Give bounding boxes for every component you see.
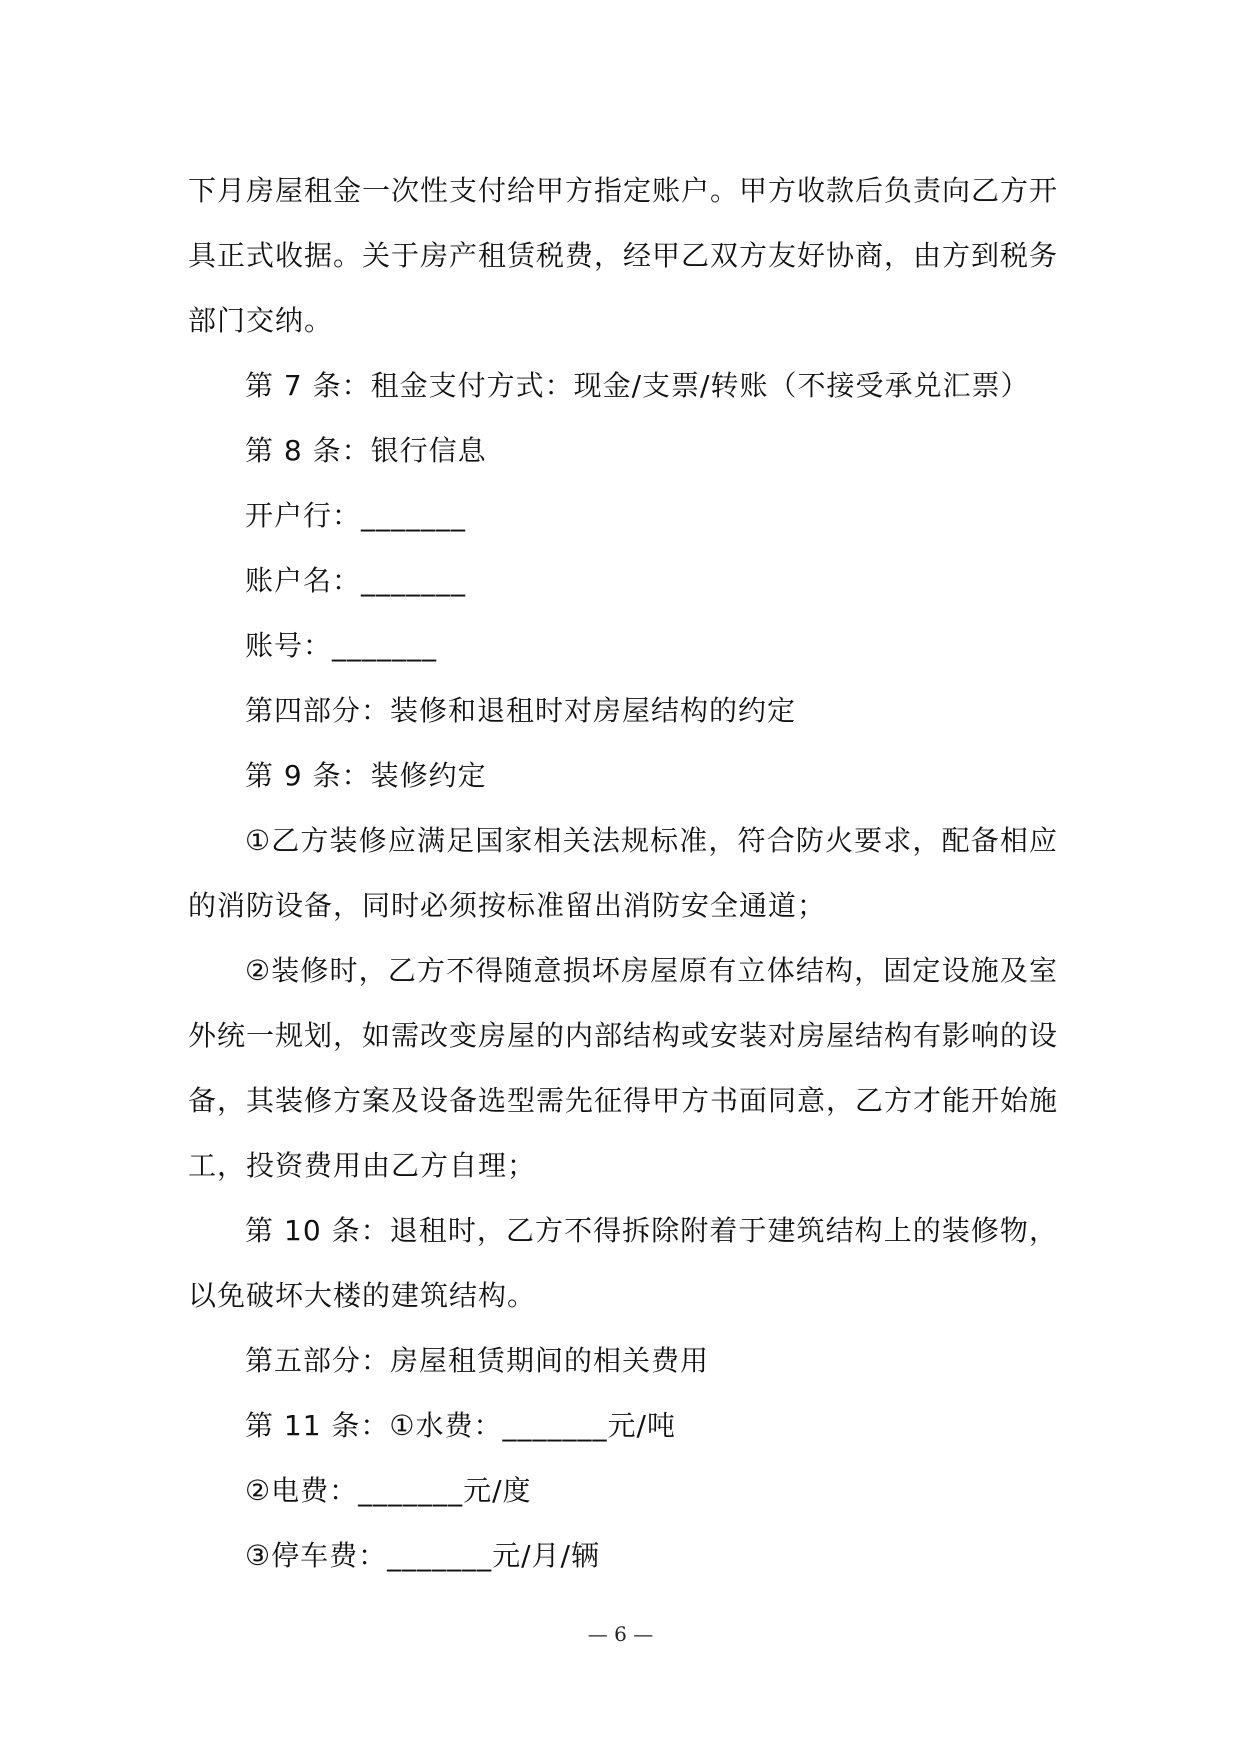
page-number: — 6 — bbox=[587, 1622, 654, 1646]
document-body bbox=[188, 158, 1058, 1588]
clause-11-water-fee: 第 11 条：①水费：_______元/吨 bbox=[245, 1409, 676, 1442]
electricity-fee: ②电费：_______元/度 bbox=[245, 1474, 532, 1507]
part-4-heading: 第四部分：装修和退租时对房屋结构的约定 bbox=[245, 694, 797, 727]
renovation-item-1: ①乙方装修应满足国家相关法规标准，符合防火要求，配备相应的消防设备，同时必须按标准留出消防安全通道； bbox=[188, 824, 1058, 922]
clause-7-payment-method: 第 7 条：租金支付方式：现金/支票/转账（不接受承兑汇票） bbox=[245, 369, 1030, 402]
parking-fee: ③停车费：_______元/月/辆 bbox=[245, 1539, 600, 1572]
account-name-field: 账户名：_______ bbox=[245, 564, 467, 597]
clause-8-bank-info: 第 8 条：银行信息 bbox=[245, 434, 487, 467]
clause-10-move-out: 第 10 条：退租时，乙方不得拆除附着于建筑结构上的装修物，以免破坏大楼的建筑结构。 bbox=[188, 1214, 1058, 1312]
part-5-heading: 第五部分：房屋租赁期间的相关费用 bbox=[245, 1344, 710, 1377]
paragraph-rent-payment-continuation: 下月房屋租金一次性支付给甲方指定账户。甲方收款后负责向乙方开具正式收据。关于房产租赁税费，经甲乙双方友好协商，由方到税务部门交纳。 bbox=[188, 174, 1059, 337]
clause-9-renovation: 第 9 条：装修约定 bbox=[245, 759, 487, 792]
renovation-item-2: ②装修时，乙方不得随意损坏房屋原有立体结构，固定设施及室外统一规划，如需改变房屋的内部结构或安装对房屋结构有影响的设备，其装修方案及设备选型需先征得甲方书面同意，乙方才能开始施工，投资费用由乙方自理； bbox=[188, 954, 1059, 1182]
account-number-field: 账号：_______ bbox=[245, 629, 438, 662]
bank-name-field: 开户行：_______ bbox=[245, 499, 467, 532]
